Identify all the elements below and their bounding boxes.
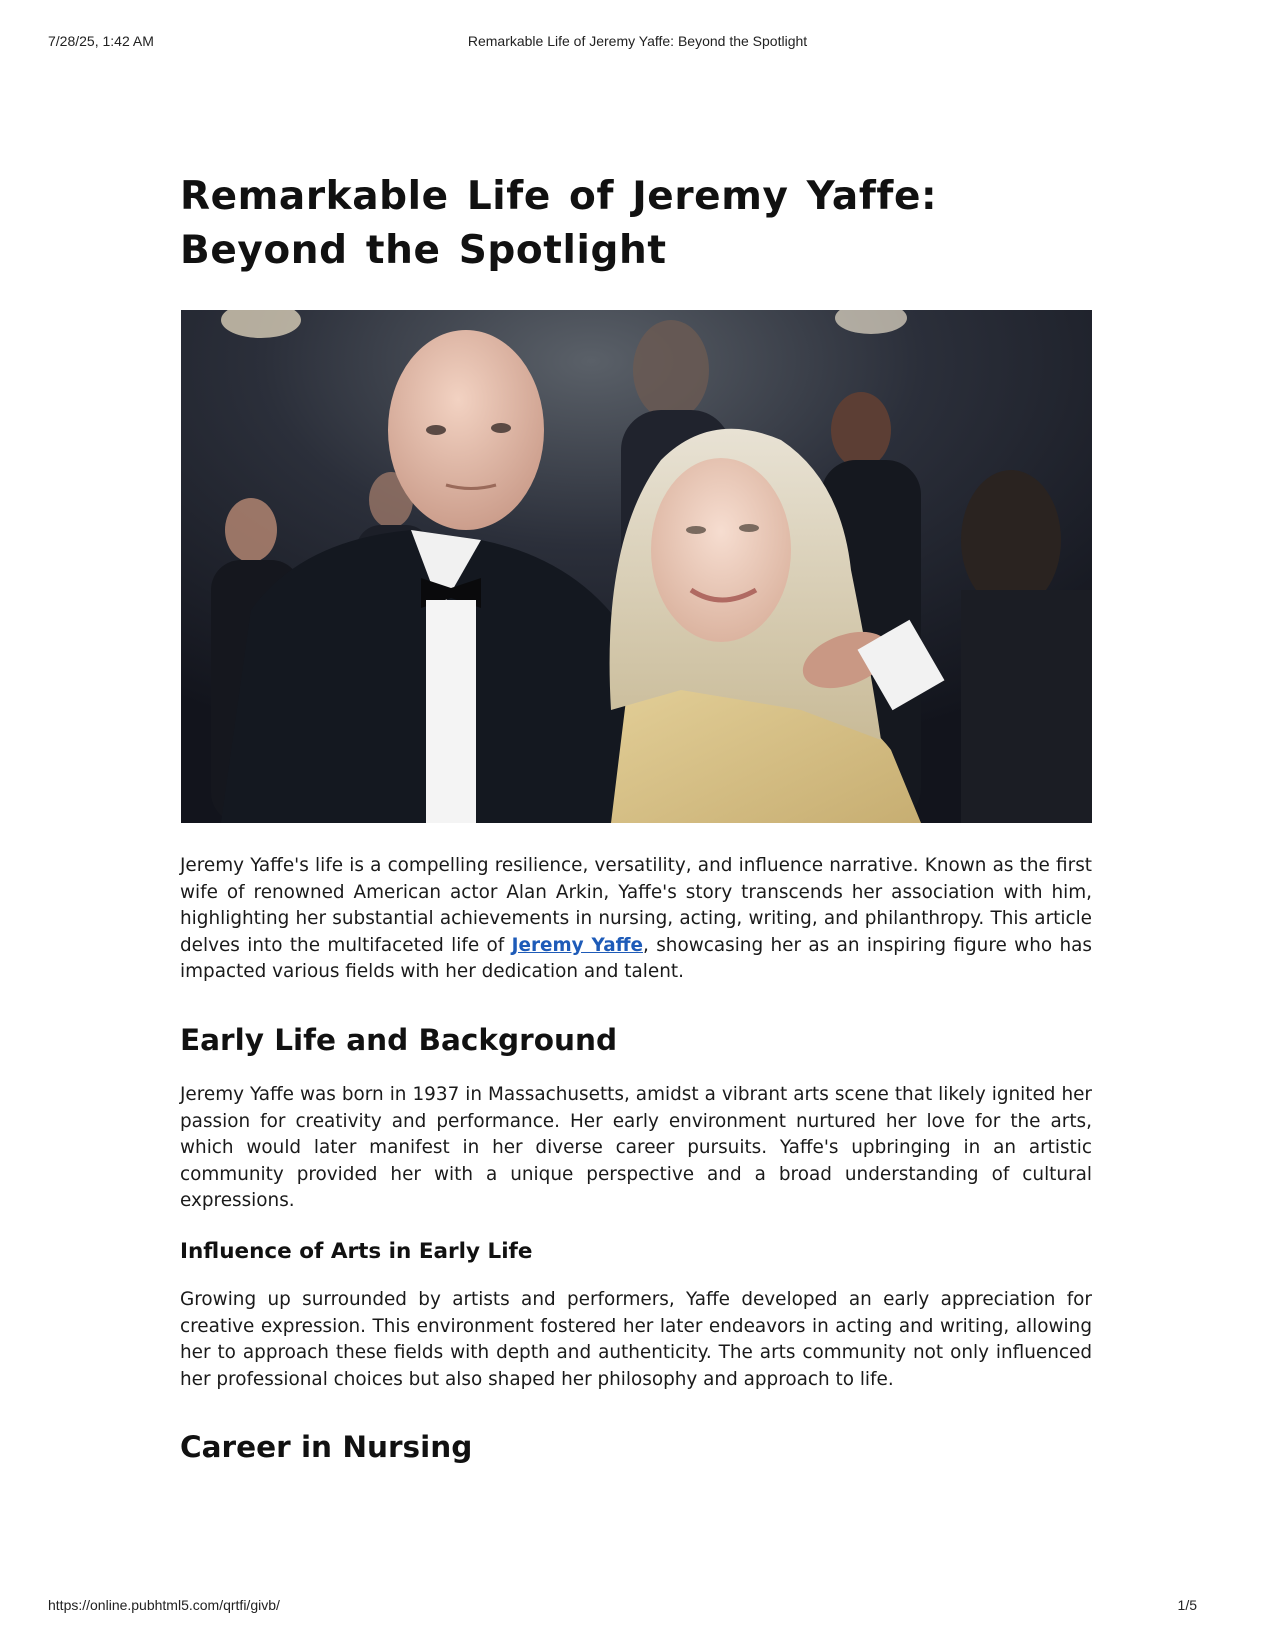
subsection-body-influence-of-arts: Growing up surrounded by artists and performers, Yaffe developed an early appreciation for creative expression. This environment fostered her later endeavors in acting and writing, allowing her to approach these fields with depth and authenticity. The arts community not only influenced her professional choices but also shaped her philosophy and approach to life.: [180, 1288, 1092, 1390]
hero-photo: [181, 310, 1092, 823]
intro-text-before-link: Jeremy Yaffe's life is a compelling resilience, versatility, and influence narrative. Known as the first wife of renowned American actor Alan Arkin, Yaffe's story transcends her association with him, highlighting her substantial achievements in nursing, acting, writing, and philanthropy. This article delves into the multifaceted life of: [180, 855, 1092, 956]
article-title: Remarkable Life of Jeremy Yaffe: Beyond the Spotlight: [180, 174, 938, 273]
print-datetime: 7/28/25, 1:42 AM: [48, 33, 154, 49]
article: [180, 170, 1092, 1467]
subsection-heading-influence-of-arts: Influence of Arts in Early Life: [180, 1238, 533, 1264]
intro-paragraph: [180, 853, 1092, 986]
print-doc-title: Remarkable Life of Jeremy Yaffe: Beyond the Spotlight: [467, 33, 808, 49]
print-footer: [48, 1597, 1227, 1617]
section-body-early-life: Jeremy Yaffe was born in 1937 in Massachusetts, amidst a vibrant arts scene that likely ignited her passion for creativity and performance. Her early environment nurtured her love for the arts, which would later manifest in her diverse career pursuits. Yaffe's upbringing in an artistic community provided her with a unique perspective and a broad understanding of cultural expressions.: [180, 1083, 1092, 1212]
jeremy-yaffe-link[interactable]: Jeremy Yaffe: [511, 934, 643, 956]
photo-icon: [181, 310, 1092, 823]
intro-text-after-link: , showcasing her as an inspiring figure who has impacted various fields with her dedication and talent.: [180, 934, 1093, 983]
section-heading-early-life: Early Life and Background: [180, 1022, 618, 1057]
section-heading-career-in-nursing: Career in Nursing: [180, 1430, 473, 1465]
print-header: [48, 33, 1227, 53]
page-number: 1/5: [1177, 1597, 1197, 1613]
print-url: https://online.pubhtml5.com/qrtfi/givb/: [48, 1597, 280, 1613]
